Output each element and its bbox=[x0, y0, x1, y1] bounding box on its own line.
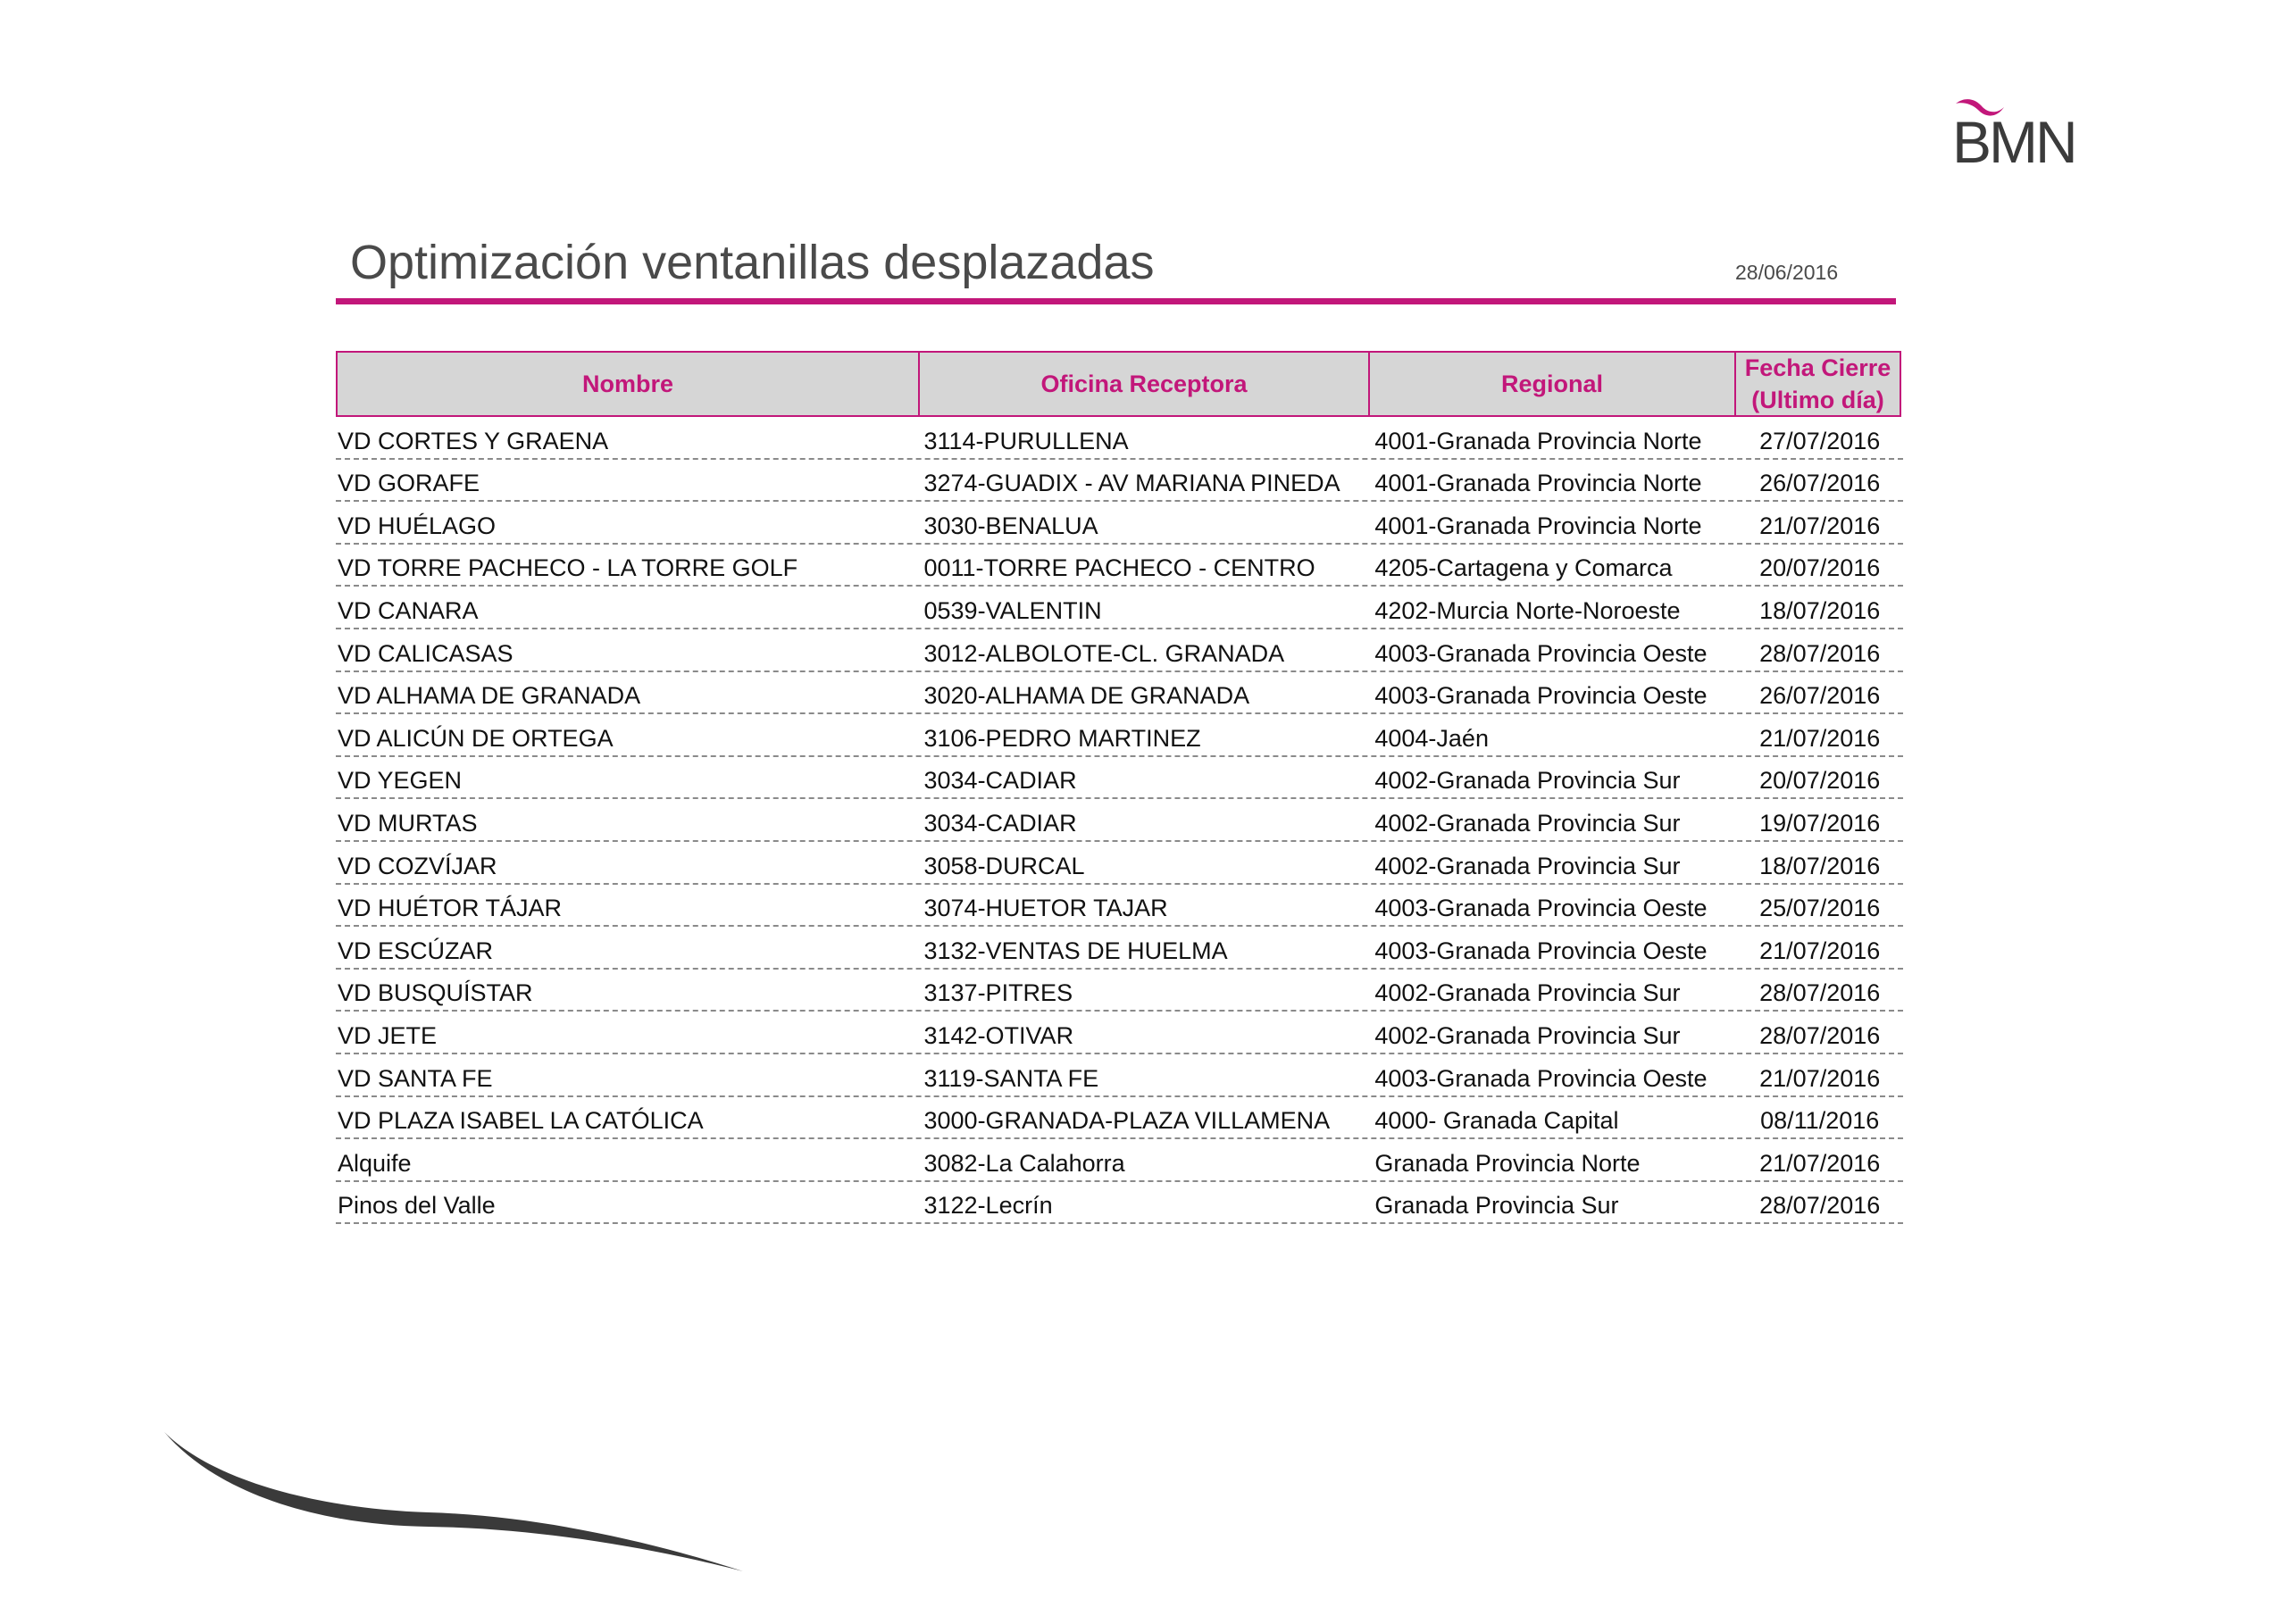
cell-oficina-receptora: 3137-PITRES bbox=[923, 979, 1073, 1007]
cell-regional: 4202-Murcia Norte-Noroeste bbox=[1374, 596, 1681, 624]
cell-oficina-receptora: 3074-HUETOR TAJAR bbox=[923, 895, 1168, 922]
cell-regional: 4003-Granada Provincia Oeste bbox=[1374, 1064, 1708, 1092]
table-row bbox=[336, 799, 1903, 842]
page-title: Optimización ventanillas desplazadas bbox=[350, 236, 1155, 289]
cell-fecha-cierre: 27/07/2016 bbox=[1759, 427, 1881, 454]
cell-nombre: VD ALHAMA DE GRANADA bbox=[338, 682, 641, 710]
cell-nombre: VD HUÉTOR TÁJAR bbox=[338, 895, 563, 922]
cell-nombre: VD CANARA bbox=[338, 596, 479, 624]
cell-nombre: VD GORAFE bbox=[338, 470, 480, 497]
cell-regional: Granada Provincia Norte bbox=[1374, 1149, 1641, 1177]
cell-fecha-cierre: 26/07/2016 bbox=[1759, 470, 1881, 497]
cell-nombre: VD CALICASAS bbox=[338, 639, 514, 667]
cell-fecha-cierre: 18/07/2016 bbox=[1759, 596, 1881, 624]
logo-text: BMN bbox=[1952, 109, 2075, 175]
cell-fecha-cierre: 20/07/2016 bbox=[1759, 554, 1881, 582]
cell-fecha-cierre: 21/07/2016 bbox=[1759, 1149, 1881, 1177]
cell-oficina-receptora: 3142-OTIVAR bbox=[923, 1021, 1074, 1049]
table-row bbox=[336, 545, 1903, 587]
cell-nombre: VD JETE bbox=[338, 1021, 438, 1049]
cell-nombre: VD YEGEN bbox=[338, 767, 463, 795]
cell-fecha-cierre: 26/07/2016 bbox=[1759, 682, 1881, 710]
cell-oficina-receptora: 3132-VENTAS DE HUELMA bbox=[923, 937, 1228, 964]
decorative-swoosh bbox=[161, 1428, 750, 1589]
cell-oficina-receptora: 0539-VALENTIN bbox=[923, 596, 1102, 624]
cell-regional: 4003-Granada Provincia Oeste bbox=[1374, 937, 1708, 964]
cell-regional: 4002-Granada Provincia Sur bbox=[1374, 1021, 1681, 1049]
column-header-fecha-cierre: Fecha Cierre (Ultimo día) bbox=[1734, 351, 1901, 417]
cell-regional: 4001-Granada Provincia Norte bbox=[1374, 470, 1702, 497]
cell-fecha-cierre: 28/07/2016 bbox=[1759, 639, 1881, 667]
cell-nombre: VD ESCÚZAR bbox=[338, 937, 494, 964]
cell-regional: 4002-Granada Provincia Sur bbox=[1374, 852, 1681, 879]
table-row bbox=[336, 672, 1903, 715]
title-divider bbox=[336, 298, 1896, 304]
cell-fecha-cierre: 21/07/2016 bbox=[1759, 512, 1881, 539]
cell-fecha-cierre: 21/07/2016 bbox=[1759, 937, 1881, 964]
cell-fecha-cierre: 28/07/2016 bbox=[1759, 1021, 1881, 1049]
table-body bbox=[336, 417, 1903, 1224]
cell-nombre: VD TORRE PACHECO - LA TORRE GOLF bbox=[338, 554, 798, 582]
table-header bbox=[336, 351, 1903, 417]
cell-nombre: Pinos del Valle bbox=[338, 1192, 496, 1220]
cell-oficina-receptora: 3012-ALBOLOTE-CL. GRANADA bbox=[923, 639, 1285, 667]
cell-fecha-cierre: 20/07/2016 bbox=[1759, 767, 1881, 795]
cell-regional: 4003-Granada Provincia Oeste bbox=[1374, 682, 1708, 710]
cell-oficina-receptora: 3274-GUADIX - AV MARIANA PINEDA bbox=[923, 470, 1340, 497]
cell-oficina-receptora: 3114-PURULLENA bbox=[923, 427, 1129, 454]
cell-oficina-receptora: 3122-Lecrín bbox=[923, 1192, 1053, 1220]
cell-fecha-cierre: 19/07/2016 bbox=[1759, 809, 1881, 837]
cell-regional: 4001-Granada Provincia Norte bbox=[1374, 427, 1702, 454]
column-header-regional: Regional bbox=[1368, 351, 1736, 417]
cell-fecha-cierre: 21/07/2016 bbox=[1759, 1064, 1881, 1092]
table-row bbox=[336, 714, 1903, 757]
table-row bbox=[336, 1054, 1903, 1097]
table-row bbox=[336, 460, 1903, 503]
cell-fecha-cierre: 18/07/2016 bbox=[1759, 852, 1881, 879]
cell-regional: Granada Provincia Sur bbox=[1374, 1192, 1619, 1220]
cell-oficina-receptora: 3082-La Calahorra bbox=[923, 1149, 1125, 1177]
cell-nombre: VD BUSQUÍSTAR bbox=[338, 979, 533, 1007]
cell-regional: 4004-Jaén bbox=[1374, 724, 1489, 752]
cell-oficina-receptora: 3020-ALHAMA DE GRANADA bbox=[923, 682, 1250, 710]
cell-regional: 4002-Granada Provincia Sur bbox=[1374, 979, 1681, 1007]
cell-regional: 4003-Granada Provincia Oeste bbox=[1374, 639, 1708, 667]
cell-nombre: VD MURTAS bbox=[338, 809, 478, 837]
table-row bbox=[336, 1012, 1903, 1054]
table-row bbox=[336, 757, 1903, 800]
cell-fecha-cierre: 21/07/2016 bbox=[1759, 724, 1881, 752]
column-header-oficina-receptora: Oficina Receptora bbox=[918, 351, 1370, 417]
cell-oficina-receptora: 3034-CADIAR bbox=[923, 809, 1077, 837]
cell-regional: 4002-Granada Provincia Sur bbox=[1374, 809, 1681, 837]
table-row bbox=[336, 502, 1903, 545]
cell-fecha-cierre: 28/07/2016 bbox=[1759, 979, 1881, 1007]
cell-oficina-receptora: 3119-SANTA FE bbox=[923, 1064, 1099, 1092]
offices-table bbox=[336, 351, 1903, 1224]
table-row bbox=[336, 1097, 1903, 1140]
cell-regional: 4000- Granada Capital bbox=[1374, 1107, 1619, 1135]
table-row bbox=[336, 629, 1903, 672]
table-row bbox=[336, 587, 1903, 629]
document-date: 28/06/2016 bbox=[1735, 261, 1839, 284]
cell-nombre: VD SANTA FE bbox=[338, 1064, 493, 1092]
cell-oficina-receptora: 3058-DURCAL bbox=[923, 852, 1085, 879]
cell-oficina-receptora: 3030-BENALUA bbox=[923, 512, 1098, 539]
table-row bbox=[336, 927, 1903, 970]
cell-nombre: VD COZVÍJAR bbox=[338, 852, 497, 879]
cell-fecha-cierre: 08/11/2016 bbox=[1760, 1107, 1880, 1135]
table-row bbox=[336, 1139, 1903, 1182]
table-row bbox=[336, 970, 1903, 1012]
cell-fecha-cierre: 25/07/2016 bbox=[1759, 895, 1881, 922]
table-row bbox=[336, 842, 1903, 885]
cell-oficina-receptora: 3034-CADIAR bbox=[923, 767, 1077, 795]
column-header-nombre: Nombre bbox=[336, 351, 920, 417]
cell-regional: 4001-Granada Provincia Norte bbox=[1374, 512, 1702, 539]
cell-nombre: VD ALICÚN DE ORTEGA bbox=[338, 724, 614, 752]
table-row bbox=[336, 417, 1903, 460]
cell-nombre: Alquife bbox=[338, 1149, 412, 1177]
cell-oficina-receptora: 3106-PEDRO MARTINEZ bbox=[923, 724, 1201, 752]
bmn-logo bbox=[1952, 96, 2104, 177]
table-row bbox=[336, 1182, 1903, 1225]
cell-oficina-receptora: 0011-TORRE PACHECO - CENTRO bbox=[923, 554, 1315, 582]
cell-regional: 4003-Granada Provincia Oeste bbox=[1374, 895, 1708, 922]
cell-nombre: VD PLAZA ISABEL LA CATÓLICA bbox=[338, 1107, 704, 1135]
table-row bbox=[336, 885, 1903, 928]
cell-regional: 4002-Granada Provincia Sur bbox=[1374, 767, 1681, 795]
cell-oficina-receptora: 3000-GRANADA-PLAZA VILLAMENA bbox=[923, 1107, 1331, 1135]
cell-nombre: VD CORTES Y GRAENA bbox=[338, 427, 609, 454]
cell-nombre: VD HUÉLAGO bbox=[338, 512, 497, 539]
cell-fecha-cierre: 28/07/2016 bbox=[1759, 1192, 1881, 1220]
cell-regional: 4205-Cartagena y Comarca bbox=[1374, 554, 1673, 582]
